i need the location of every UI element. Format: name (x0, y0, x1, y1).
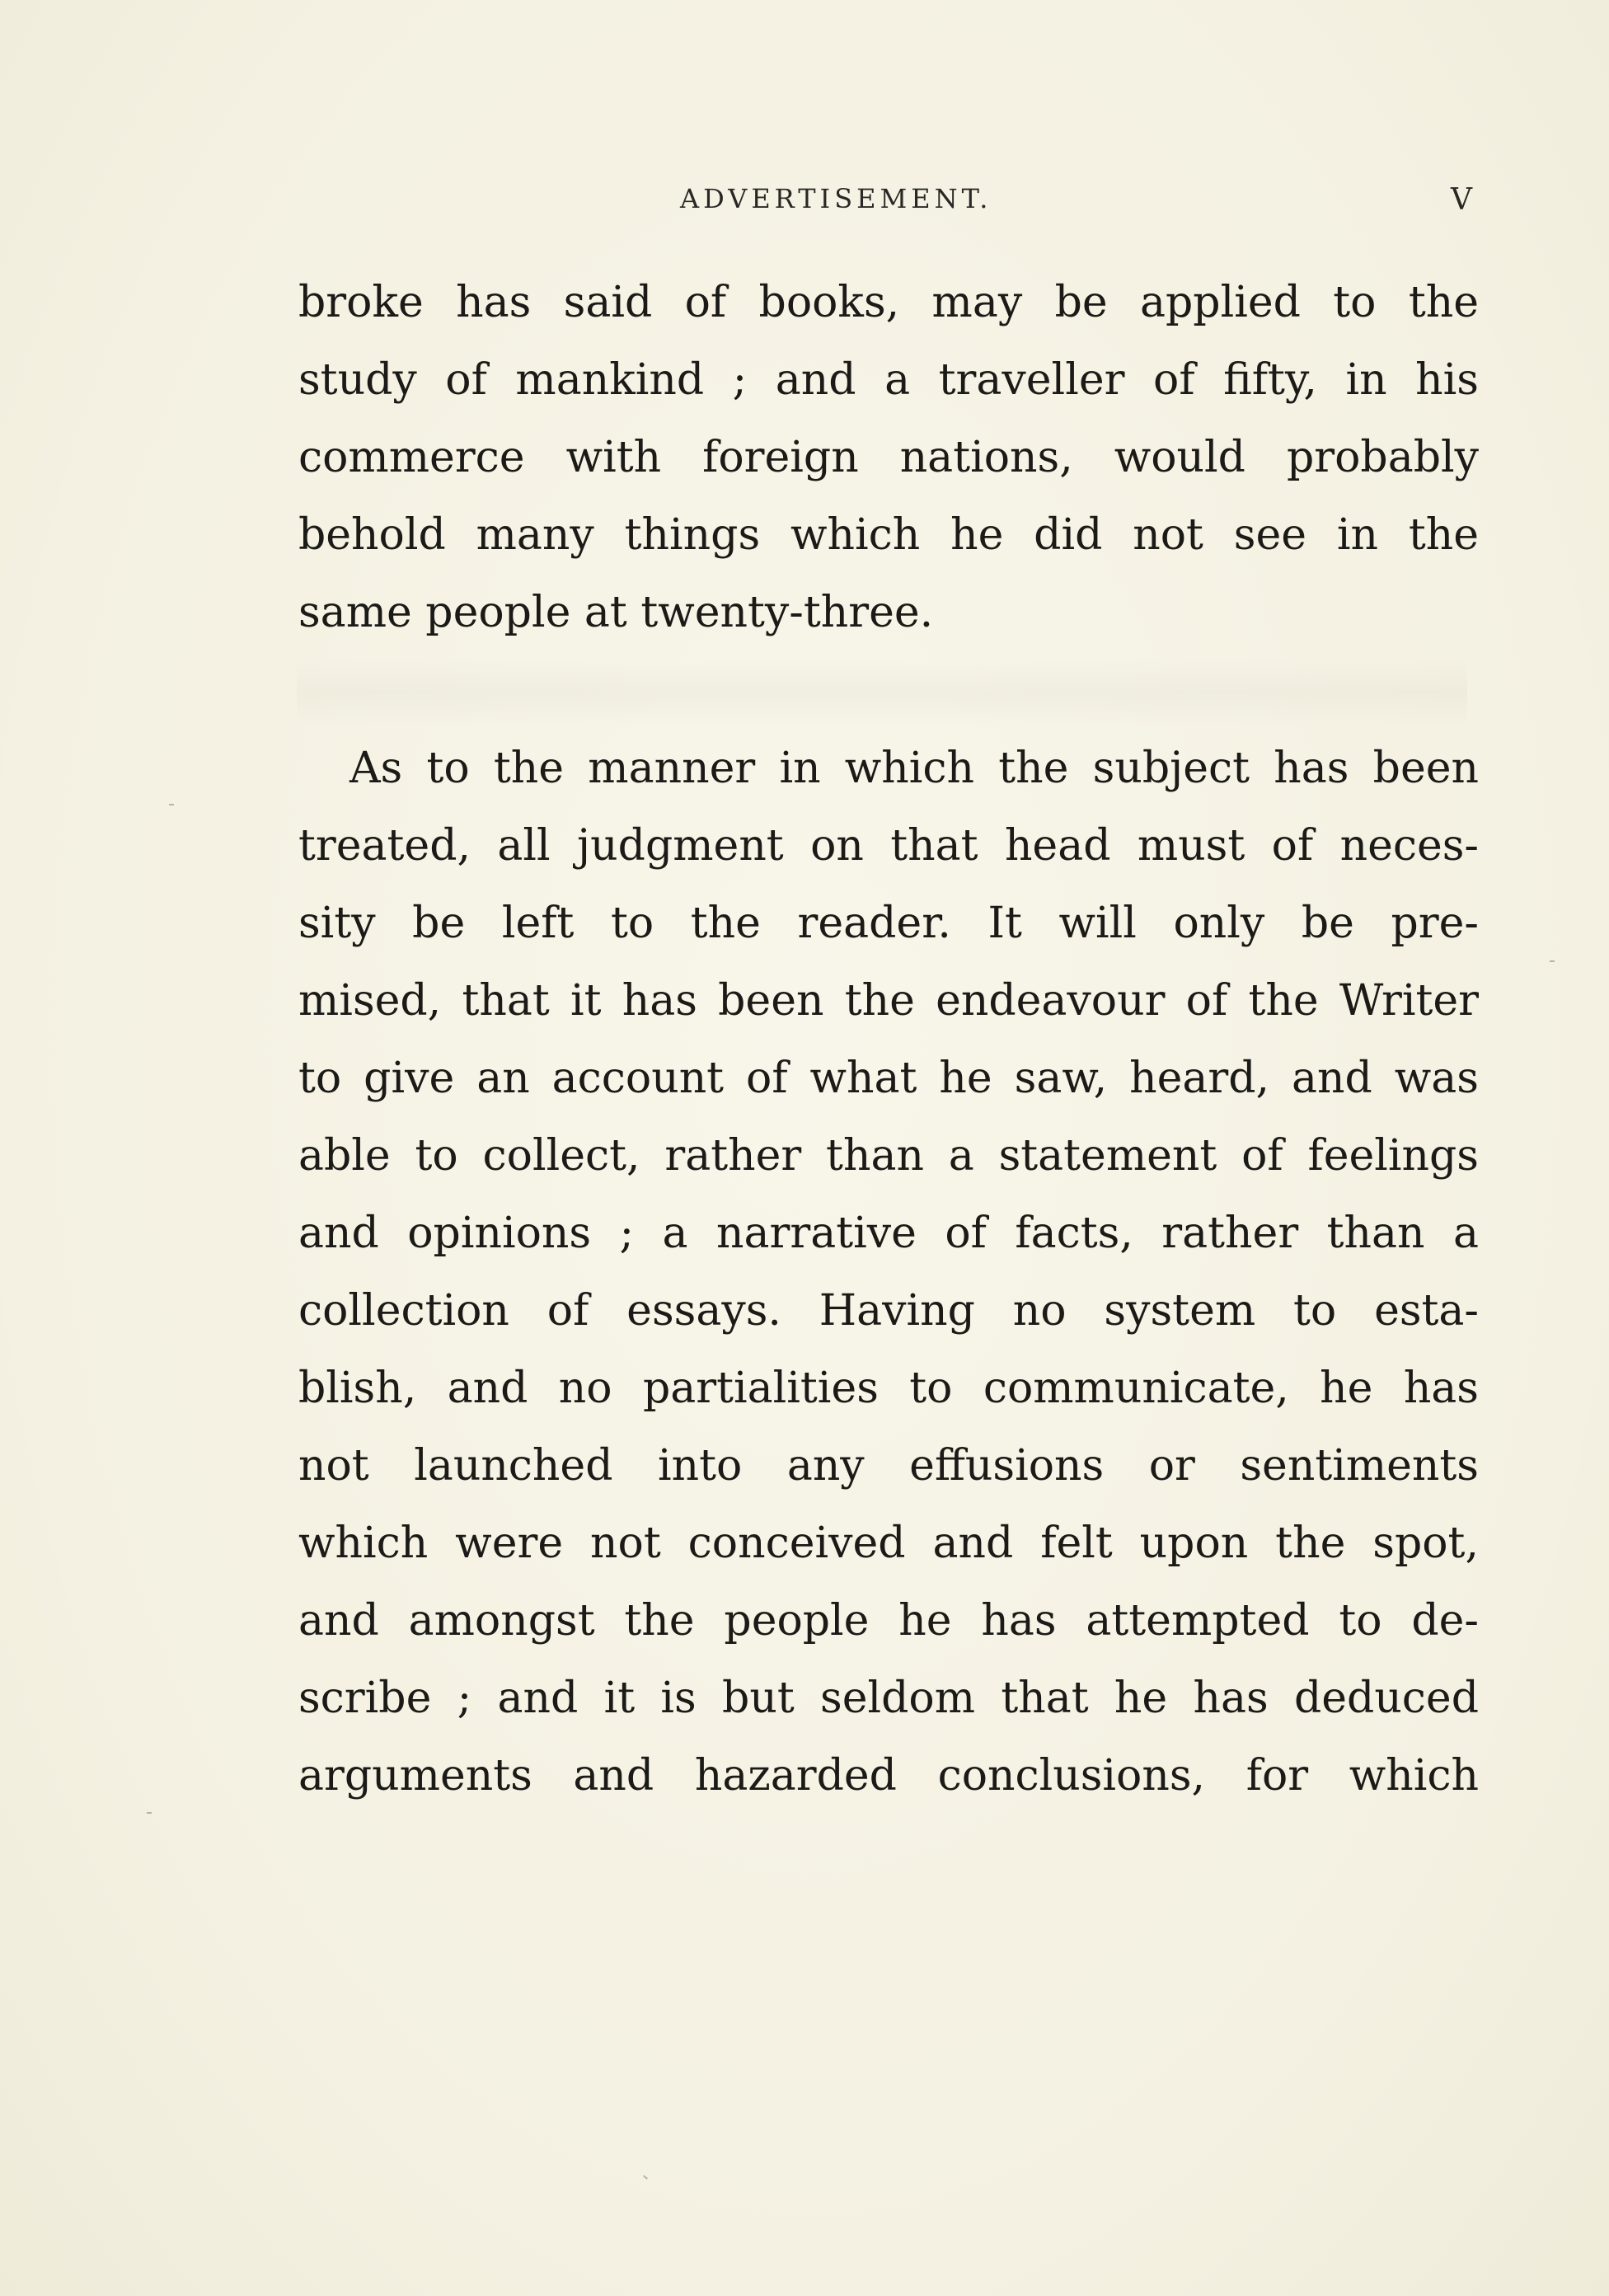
text-line: study of mankind ; and a traveller of fifty, in his (298, 355, 1479, 405)
text-line: arguments and hazarded conclusions, for which (298, 1751, 1479, 1801)
text-line: not launched into any effusions or sentiments (298, 1441, 1479, 1491)
text-line: able to collect, rather than a statement of feelings (298, 1131, 1479, 1181)
page-number: V (1451, 183, 1472, 217)
text-line: collection of essays. Having no system to esta- (298, 1286, 1479, 1336)
text-line: mised, that it has been the endeavour of the Writer (298, 976, 1479, 1026)
text-line: broke has said of books, may be applied to the (298, 278, 1479, 327)
text-line: which were not conceived and felt upon the spot, (298, 1519, 1479, 1568)
paper-speck (169, 804, 174, 805)
text-line: treated, all judgment on that head must of neces- (298, 821, 1479, 871)
text-line: scribe ; and it is but seldom that he has deduced (298, 1674, 1479, 1723)
text-line: As to the manner in which the subject has been (349, 744, 1479, 793)
page-header (0, 183, 1609, 232)
running-head: ADVERTISEMENT. (680, 183, 992, 214)
text-line: sity be left to the reader. It will only be pre- (298, 899, 1479, 948)
text-line: behold many things which he did not see in the (298, 510, 1479, 560)
paper-speck (147, 1812, 152, 1814)
text-line: to give an account of what he saw, heard, and was (298, 1054, 1479, 1103)
body-text (298, 264, 1479, 1815)
paper-speck (643, 2175, 648, 2179)
paragraph-gap (298, 651, 1479, 730)
paper-speck (1550, 960, 1555, 962)
text-line: commerce with foreign nations, would probably (298, 433, 1479, 482)
text-line: and amongst the people he has attempted to de- (298, 1596, 1479, 1646)
text-line: blish, and no partialities to communicate, he has (298, 1364, 1479, 1413)
text-line: same people at twenty-three. (298, 588, 934, 637)
text-line: and opinions ; a narrative of facts, rather than a (298, 1209, 1479, 1258)
